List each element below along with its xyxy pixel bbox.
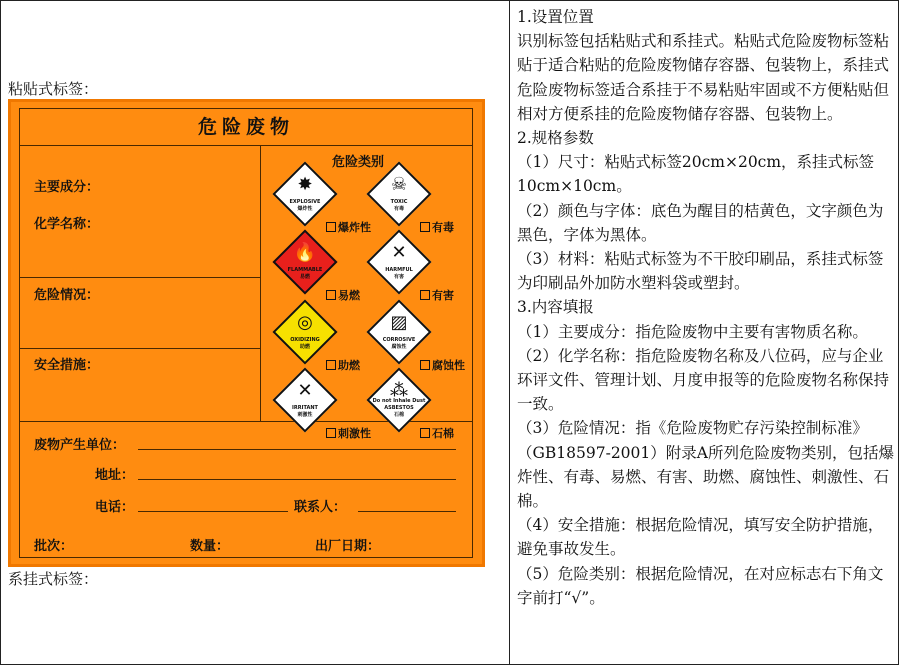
oxidizing-checkbox-label: 助燃 — [338, 359, 360, 372]
instruction-line: （4）安全措施：根据危险情况，填写安全防护措施，避免事故发生。 — [517, 516, 884, 559]
corrosive-icon: ▨ — [390, 312, 408, 333]
harmful-checkbox-label: 有害 — [432, 289, 454, 302]
field-contact: 联系人： — [294, 500, 347, 515]
field-hazard-situation: 危险情况： — [34, 288, 100, 303]
hanging-label-caption: 系挂式标签： — [8, 570, 99, 588]
flammable-english-label: FLAMMABLE — [287, 267, 323, 273]
field-quantity: 数量： — [190, 539, 230, 554]
field-main-components: 主要成分： — [34, 180, 100, 195]
corrosive-checkbox-label: 腐蚀性 — [432, 359, 465, 372]
asbestos-chinese-label: 石棉 — [393, 412, 404, 418]
flammable-icon: 🔥 — [293, 242, 317, 263]
instruction-line: （5）危险类别：根据危险情况，在对应标志右下角文字前打“√”。 — [517, 564, 884, 607]
irritant-icon: ✕ — [297, 380, 313, 401]
harmful-pictogram — [366, 229, 432, 295]
oxidizing-chinese-label: 助燃 — [299, 344, 310, 350]
asbestos-icon: ⁂ — [390, 380, 408, 401]
address-line — [138, 479, 456, 480]
irritant-pictogram — [272, 367, 338, 433]
checkbox-square-icon[interactable] — [326, 428, 336, 438]
field-producer: 废物产生单位： — [34, 438, 126, 453]
oxidizing-icon: ◎ — [297, 312, 313, 333]
instruction-line: 2.规格参数 — [517, 129, 594, 148]
contact-line — [358, 511, 456, 512]
instruction-line: 3.内容填报 — [517, 298, 594, 317]
hazardous-waste-label — [8, 99, 485, 567]
label-title: 危险废物 — [197, 116, 294, 138]
irritant-english-label: IRRITANT — [292, 405, 318, 411]
irritant-checkbox[interactable] — [326, 425, 371, 441]
explosive-icon: ✸ — [297, 174, 313, 195]
field-chemical-name: 化学名称： — [34, 217, 100, 232]
field-address: 地址： — [95, 468, 135, 483]
asbestos-pictogram — [366, 367, 432, 433]
instruction-line: （2）颜色与字体：底色为醒目的桔黄色，文字颜色为黑色，字体为黑体。 — [517, 201, 884, 244]
oxidizing-english-label: OXIDIZING — [290, 337, 320, 343]
toxic-pictogram — [366, 161, 432, 227]
instruction-line: （1）尺寸：粘贴式标签20cm×20cm，系挂式标签10cm×10cm。 — [517, 153, 875, 196]
asbestos-sub-label: Do not Inhale Dust — [372, 398, 426, 404]
harmful-chinese-label: 有害 — [393, 274, 404, 280]
instruction-line: （1）主要成分：指危险废物中主要有害物质名称。 — [517, 322, 868, 341]
oxidizing-pictogram — [272, 299, 338, 365]
field-out-date: 出厂日期： — [315, 539, 381, 554]
field-batch: 批次： — [34, 539, 74, 554]
label-inner-frame — [19, 108, 473, 558]
flammable-pictogram — [272, 229, 338, 295]
hazard-category-title: 危险类别 — [332, 155, 385, 170]
corrosive-pictogram — [366, 299, 432, 365]
asbestos-checkbox[interactable] — [420, 425, 454, 441]
harmful-english-label: HARMFUL — [385, 267, 413, 273]
instructions-text — [517, 5, 895, 610]
asbestos-checkbox-label: 石棉 — [432, 427, 454, 440]
producer-line — [138, 449, 456, 450]
toxic-english-label: TOXIC — [390, 199, 408, 205]
instruction-line: （3）危险情况：指《危险废物贮存污染控制标准》（GB18597-2001）附录A所列危险废物类别，包括爆炸性、有毒、易燃、有害、助燃、腐蚀性、刺激性、石棉。 — [517, 419, 894, 511]
irritant-checkbox-label: 刺激性 — [338, 427, 371, 440]
instruction-line: （3）材料：粘贴式标签为不干胶印刷品，系挂式标签为印刷品外加防水塑料袋或塑封。 — [517, 250, 884, 293]
instruction-line: （2）化学名称：指危险废物名称及八位码，应与企业环评文件、管理计划、月度申报等的危险废物名称保持一致。 — [517, 346, 890, 414]
instruction-line: 识别标签包括粘贴式和系挂式。粘贴式危险废物标签粘贴于适合粘贴的危险废物储存容器、包装物上，系挂式危险废物标签适合系挂于不易粘贴牢固或不方便粘贴但相对方便系挂的危险废物储存容器、包装物上。 — [517, 32, 890, 123]
flammable-checkbox-label: 易燃 — [338, 289, 360, 302]
explosive-chinese-label: 爆炸性 — [297, 206, 313, 212]
toxic-chinese-label: 有毒 — [393, 206, 404, 212]
checkbox-square-icon[interactable] — [420, 428, 430, 438]
corrosive-english-label: CORROSIVE — [382, 337, 416, 343]
explosive-english-label: EXPLOSIVE — [289, 199, 321, 205]
asbestos-english-label: ASBESTOS — [384, 405, 414, 411]
field-safety-measures: 安全措施： — [34, 358, 100, 373]
instruction-line: 1.设置位置 — [517, 8, 594, 26]
explosive-checkbox-label: 爆炸性 — [338, 221, 371, 234]
irritant-chinese-label: 刺激性 — [297, 412, 313, 418]
corrosive-chinese-label: 腐蚀性 — [391, 344, 407, 350]
sticker-label-caption: 粘贴式标签： — [8, 80, 99, 98]
phone-line — [138, 511, 288, 512]
harmful-icon: ✕ — [391, 242, 407, 263]
toxic-checkbox-label: 有毒 — [432, 221, 454, 234]
column-divider — [509, 0, 510, 665]
explosive-pictogram — [272, 161, 338, 227]
toxic-icon: ☠ — [390, 174, 408, 195]
flammable-chinese-label: 易燃 — [299, 274, 310, 280]
field-phone: 电话： — [95, 500, 135, 515]
